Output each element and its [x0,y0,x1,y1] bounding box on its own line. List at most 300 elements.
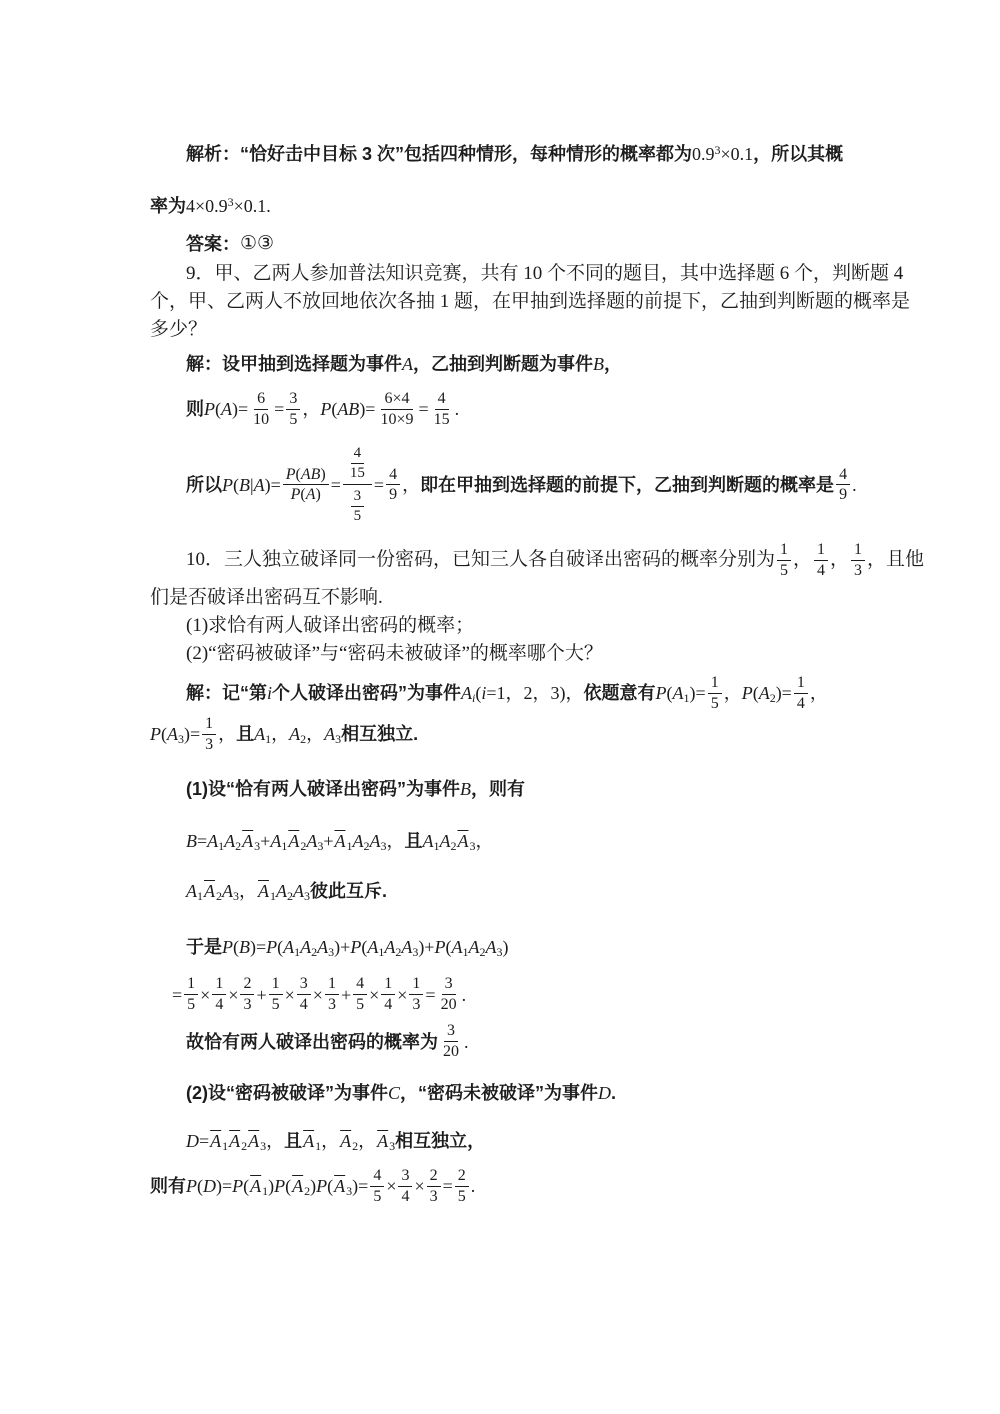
text-run: 1 [205,714,214,732]
text-run: ( [233,474,239,495]
text-run: 多少？ [150,319,208,340]
text-run: ， [306,724,325,745]
text-run: = [274,399,285,420]
fraction-denominator [851,561,865,580]
text-run: ， [239,881,257,902]
text-run-bold: 解析： [186,144,240,164]
text-run: 3 [401,1167,410,1185]
math-fraction [409,975,423,1014]
fraction-numerator [370,1167,384,1187]
fraction-numerator [283,466,329,486]
text-run: = [442,1176,453,1197]
text-run: A [207,831,219,852]
text-run: A [461,683,473,704]
math-fraction [440,1022,462,1061]
text-run: . [461,984,467,1005]
text-run: + [256,984,267,1005]
text-run: 10 [253,410,270,428]
text-run: $\overline{A}$ [242,831,254,852]
math-fraction [212,975,226,1014]
text-run: $\overline{A}$ [248,1131,260,1152]
math-fraction [836,466,850,505]
text-run: 1 [710,673,719,691]
fraction-numerator [212,975,226,995]
text-run: 3 [429,1187,438,1205]
text-run: A [186,881,197,902]
text-run: ) [502,937,509,958]
text-run: P [232,1176,244,1197]
fraction-denominator [240,995,254,1014]
text-run: A [402,354,413,374]
text-run: 15 [349,464,365,481]
text-run: . [852,474,857,495]
text-run: A [352,831,364,852]
text-run: (1)求恰有两人破译出密码的概率； [186,614,475,636]
solution-10-PD-line: 则有 P ( D )= P ( $\overline{A}$ 1 ) P ( $\overline{A}$ 2 ) P ( $\overline{A}$ 3 )= $\frac{4}{5}$ × $\frac{3}{4}$ × $\frac{2}{3}$ = $\frac{2}{5}$ . [150,1167,476,1205]
fraction-denominator [347,485,369,527]
fraction-denominator [431,410,453,429]
text-run: 1 [384,975,393,993]
text-run: A [222,881,233,902]
text-run: = [418,399,429,420]
text-run: A [317,937,329,958]
text-run-bold: ，所以其概 [753,144,844,164]
fraction-numerator [297,975,311,995]
fraction-numerator [240,975,254,995]
text-run: 10×9 [380,410,414,428]
text-run: ×0.1 [720,144,754,164]
fraction-numerator [254,390,268,410]
answer-line [150,230,880,258]
text-run-bold: 于是 [186,937,222,958]
text-run: 2 [457,1167,466,1185]
text-run: $\overline{A}$ [292,1176,304,1197]
math-fraction [184,975,198,1014]
fraction-denominator [427,1187,441,1206]
text-run: × [397,984,408,1005]
text-run: )= [250,937,267,958]
solution-10-eq-B-line-2: A 1 $\overline{A}$ 2 A 3 ， $\overline{A}$ 1 A 2 A 3 彼此互斥. [150,877,880,905]
text-run: ( [666,683,673,704]
text-run: A [293,881,304,902]
fraction-denominator [370,1187,384,1206]
fraction-numerator [398,1167,412,1187]
text-run-bold: 相互独立. [341,724,419,745]
text-run: = [199,1131,210,1152]
text-run: 3 [444,975,453,993]
text-run: 5 [353,508,362,525]
text-run: A [758,683,770,704]
text-run: ， [321,1131,340,1152]
text-run: )+ [418,937,435,958]
text-run: )= [184,724,201,745]
text-run: 2 [243,975,252,993]
solution-10-eq-B-line-1: B = A 1 A 2 $\overline{A}$ 3 + A 1 $\overline{A}$ 2 A 3 + $\overline{A}$ 1 A 2 A 3 ， 且 A 1 A 2 $\overline{A}$ 3 ， [150,827,880,855]
fraction-denominator [814,561,828,580]
text-run: ， [302,399,321,420]
text-run: ( [475,683,482,704]
math-fraction [250,390,272,429]
text-run: ， [475,831,494,852]
math-fraction [794,674,808,713]
math-fraction [351,488,365,525]
text-run: 5 [780,561,789,579]
text-run: 5 [373,1187,382,1205]
text-run: P [741,683,753,704]
text-run: )= [264,474,281,495]
text-run: A [369,831,381,852]
fraction-numerator [435,390,449,410]
fraction-numerator [442,975,456,995]
fraction-denominator [440,1042,462,1061]
text-run: P [222,474,233,495]
analysis-line-1: 解析： “恰好击中目标 3 次”包括四种情形，每种情形的概率都为 0.9 3 ×0.1 ，所以其概 [150,140,880,168]
text-run: × [284,984,295,1005]
text-run: 15 [433,410,450,428]
math-fraction [851,541,865,580]
fraction-numerator [777,541,791,561]
text-run: =1，2，3)， [486,683,584,704]
text-run: 4 [299,996,308,1014]
solution-10-PB-calc-line [150,975,880,1014]
text-run: × [414,1176,425,1197]
text-run: $\overline{A}$ [250,1176,262,1197]
fraction-numerator [814,541,828,561]
text-run: A [367,937,379,958]
text-run: . [464,1031,469,1052]
fraction-numerator [381,975,395,995]
fraction-numerator [851,541,865,561]
text-run-bold: 且 [236,724,255,745]
math-fraction [427,1167,441,1206]
text-run: $\overline{A}$ [303,1131,315,1152]
text-run: A [221,399,232,420]
text-run: × [200,984,211,1005]
text-run: 1 [854,541,863,558]
text-run: P [320,399,332,420]
text-run: A [439,831,451,852]
text-run: D [186,1131,199,1152]
fraction-denominator [381,995,395,1014]
solution-10-part2-intro [150,1079,880,1107]
text-run: $\overline{A}$ [204,881,215,902]
text-run: ( [295,465,301,483]
text-run: 4 [356,975,365,993]
text-run: 1 [327,975,336,993]
text-run: P [285,465,296,483]
text-run: )= [232,399,249,420]
fraction-numerator [351,488,365,507]
text-run: A [270,831,282,852]
text-run: P [266,937,278,958]
text-run: 4 [353,444,362,461]
text-run: ， [358,1131,377,1152]
fraction-numerator [836,466,850,486]
text-run: ， [386,831,405,852]
text-run: ( [161,724,167,745]
text-run: ) [310,1176,317,1197]
text-run: | [250,474,254,495]
text-run-bold: 答案： [186,234,240,254]
text-run: 3 [447,1022,455,1040]
fraction-denominator [286,410,300,429]
text-run: 1 [796,673,805,691]
text-run: ( [445,937,452,958]
text-run: )= [216,1176,233,1197]
fraction-numerator [351,445,365,464]
text-run: 4 [839,465,848,483]
text-run: ， [266,1131,285,1152]
question-10-sub-1 [150,612,880,640]
text-run-bold: 个人破译出密码”为事件 [272,683,462,704]
text-run: P [434,937,446,958]
text-run: AB [300,465,321,483]
text-run: 9 [839,486,848,504]
fraction-numerator [343,443,372,486]
solution-10-PB-expand-line: 于是 P ( B )= P ( A 1 A 2 A 3 )+ P ( A 1 A 2 A 3 )+ P ( A 1 A 2 A 3 ) [150,933,880,961]
text-run: D [203,1176,216,1197]
fraction-denominator [398,1187,412,1206]
text-run: $\overline{A}$ [334,831,346,852]
text-run: ( [233,937,239,958]
text-run-bold: ， [604,354,622,374]
text-run: A [254,724,266,745]
text-run: A [485,937,497,958]
text-run: 4×0.9 [186,196,228,216]
text-run: + [260,831,271,852]
text-run: 4 [437,390,446,407]
text-run: 9．甲、乙两人参加普法知识竞赛，共有 10 个不同的题目，其中选择题 6 个，判断题 4 [186,263,904,284]
text-run: 4 [817,561,826,579]
text-run: ， [402,474,421,495]
text-run: ， [830,549,850,571]
fraction-denominator [297,995,311,1014]
question-9-line-3 [150,316,880,344]
text-run: D [598,1083,612,1104]
text-run: (2)“密码被破译”与“密码未被破译”的概率哪个大？ [186,642,603,664]
text-run: $\overline{A}$ [340,1131,352,1152]
text-run: P [655,683,667,704]
question-9-line-2 [150,288,911,316]
text-run: 3 [205,735,214,753]
text-run-bold: 记“第 [222,683,267,704]
text-run-bold: 且 [284,1131,303,1152]
text-run: 5 [710,694,719,712]
solution-10-part1-conclusion [150,1022,880,1061]
fraction-numerator [269,975,283,995]
text-run-bold: ，“密码未被破译”为事件 [400,1083,599,1104]
text-run: B [186,831,197,852]
fraction-numerator [286,390,300,410]
math-fraction [297,975,311,1014]
text-run: 4 [384,996,393,1014]
text-run: A [253,474,265,495]
text-run: × [369,984,380,1005]
text-run-bold: “恰好击中目标 3 次”包括四种情形，每种情形的概率都为 [240,144,693,164]
text-run: . [454,399,460,420]
text-run: P [316,1176,328,1197]
fraction-numerator [202,715,216,735]
text-run-bold: 则 [186,399,204,420]
text-run: = [425,984,436,1005]
text-run: $\overline{A}$ [258,881,269,902]
text-run-bold: 解： [186,683,222,704]
text-run: 3 [243,996,252,1014]
math-fraction [777,541,791,580]
text-run: B [460,779,471,800]
text-run: 1 [187,975,196,993]
text-run: 5 [187,996,196,1014]
text-run: P [150,724,161,745]
text-run: i [481,683,487,704]
math-fraction [708,674,722,713]
text-run: = [373,474,385,495]
text-run: ) [320,465,326,483]
solution-10-eq-D-line: D = $\overline{A}$ 1 $\overline{A}$ 2 $\overline{A}$ 3 ， 且 $\overline{A}$ 1 ， $\overline{A}$ 2 ， $\overline{A}$ 3 相互独立 ， [150,1127,880,1155]
text-run: )= [352,1176,369,1197]
solution-10-setup-line-1: 解： 记“第 i 个人破译出密码”为事件 A i ( i =1，2，3)， 依题意有 P ( A 1 )= $\frac{1}{5}$ ， P ( A 2 )= $\frac{1}{4}$ ， [186,673,828,712]
text-run: . [470,1176,476,1197]
text-run: $\overline{A}$ [377,1131,389,1152]
text-run: 3 [353,488,362,505]
text-run: ( [300,486,306,504]
text-run: ( [331,399,338,420]
text-run: 9 [389,486,398,504]
math-fraction [269,975,283,1014]
text-run: P [350,937,362,958]
math-fraction [455,1167,469,1206]
fraction-numerator [708,674,722,694]
math-fraction [353,975,367,1014]
text-run: A [422,831,434,852]
text-run: 5 [271,996,280,1014]
text-run: 2 [429,1167,438,1185]
fraction-denominator [353,995,367,1014]
fraction-numerator [794,674,808,694]
text-run: A [384,937,396,958]
solution-9-setup-line [150,350,880,378]
math-fraction [286,390,300,429]
text-run: ， [723,683,742,704]
fraction-denominator [269,995,283,1014]
text-run: A [224,831,236,852]
text-run: 5 [289,410,298,428]
text-run: A [401,937,413,958]
text-run: ×0.1. [233,196,271,216]
fraction-denominator [212,995,226,1014]
text-run: ) [315,486,321,504]
text-run: = [330,474,341,495]
question-10-sub-2 [150,640,880,668]
text-run: 10．三人独立破译同一份密码，已知三人各自破译出密码的概率分别为 [186,549,776,571]
text-run: A [468,937,480,958]
text-run: × [386,1176,397,1197]
text-run: $\overline{A}$ [334,1176,346,1197]
text-run: 20 [443,1043,459,1061]
text-run: A [289,724,301,745]
text-run: 3 [412,996,421,1014]
math-fraction [438,975,460,1014]
text-run: ， [793,549,813,571]
fraction-denominator [250,410,272,429]
text-run: A [276,881,287,902]
fraction-numerator [325,975,339,995]
text-run: P [290,486,301,504]
text-run: 4 [401,1187,410,1205]
text-run: B [239,937,250,958]
text-run: 3 [289,390,298,407]
fraction-denominator [777,561,791,580]
text-run: 1 [817,541,826,558]
fraction-denominator [351,507,365,525]
text-run-bold: 且 [404,831,423,852]
text-run: = [197,831,208,852]
text-run: ，且他 [867,549,925,571]
math-fraction [386,466,400,505]
text-run-bold: 所以 [186,474,222,495]
fraction-denominator [347,464,368,482]
text-run: A [306,831,318,852]
text-run: ( [197,1176,203,1197]
text-run: × [312,984,323,1005]
text-run: P [222,937,233,958]
text-run: $\overline{A}$ [229,1131,241,1152]
text-run-bold: (2)设“密码被破译”为事件 [186,1083,388,1104]
text-run: 4 [796,694,805,712]
fraction-denominator [202,735,216,754]
text-run-bold: 设甲抽到选择题为事件 [222,354,402,374]
math-fraction [347,445,368,482]
fraction-numerator [386,466,400,486]
text-run: ， [271,724,290,745]
text-run-bold: 依题意有 [583,683,656,704]
math-fraction [431,390,453,429]
text-run: 6 [257,390,266,407]
fraction-denominator [409,995,423,1014]
text-run: $\overline{A}$ [457,831,469,852]
text-run: A [283,937,295,958]
fraction-numerator [444,1022,458,1042]
text-run: 们是否破译出密码互不影响. [150,586,383,608]
text-run-bold: 则有 [150,1176,186,1197]
text-run: ( [361,937,368,958]
text-run: )+ [334,937,351,958]
text-run-bold: 故恰有两人破译出密码的概率为 [186,1031,438,1052]
text-run: 20 [440,996,457,1014]
math-fraction [343,443,372,527]
text-run: 4 [215,996,224,1014]
text-run-bold: ，乙抽到判断题为事件 [413,354,593,374]
text-run: ) [268,1176,275,1197]
text-run: 1 [215,975,224,993]
math-fraction [381,975,395,1014]
text-run: $\overline{A}$ [288,831,300,852]
text-run: )= [689,683,706,704]
text-run: 3 [299,975,308,993]
solution-10-part1-intro [150,775,880,803]
math-fraction [398,1167,412,1206]
text-run: A [300,937,312,958]
text-run: 6×4 [384,390,410,407]
text-run: + [323,831,334,852]
text-run: P [204,399,215,420]
text-run: 3 [327,996,336,1014]
text-run: ( [285,1176,292,1197]
text-run: )= [359,399,376,420]
document-content [150,140,925,1206]
text-run: )= [775,683,792,704]
fraction-denominator [794,694,808,713]
